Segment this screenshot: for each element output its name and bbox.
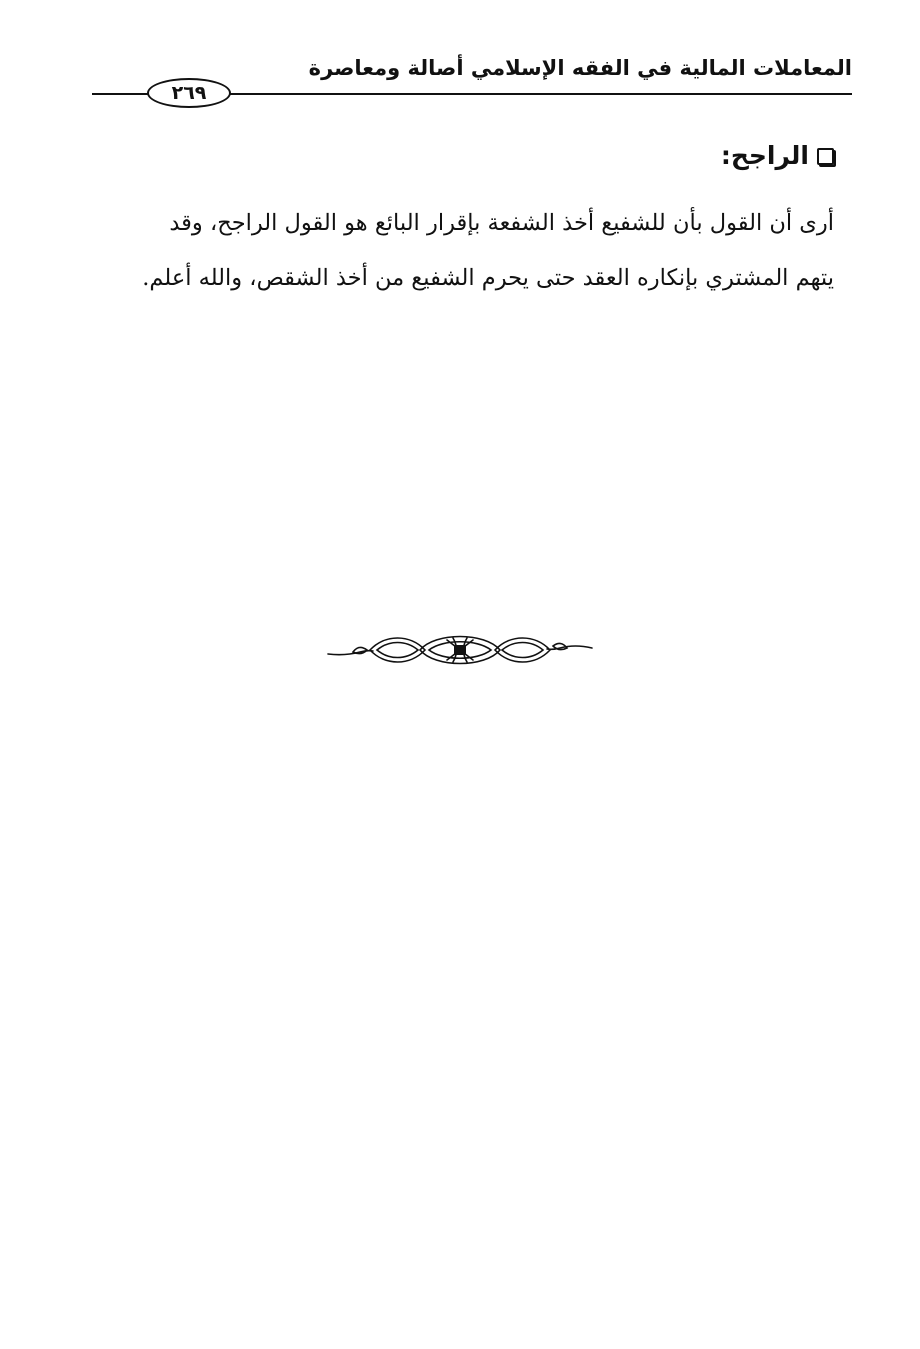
- section-heading: [721, 138, 834, 174]
- page-number: ٢٦٩: [171, 82, 207, 104]
- page-number-oval: [147, 78, 231, 108]
- running-title: المعاملات المالية في الفقه الإسلامي أصالة ومعاصرة: [308, 56, 852, 80]
- section-heading-text: الراجح:: [720, 141, 809, 170]
- body-line: أرى أن القول بأن للشفيع أخذ الشفعة بإقرار البائع هو القول الراجح، وقد: [169, 210, 834, 236]
- checkbox-square-icon: [817, 148, 834, 165]
- body-paragraph: [92, 196, 834, 306]
- knot-divider-ornament-icon: [325, 630, 595, 670]
- body-line: يتهم المشتري بإنكاره العقد حتى يحرم الشفيع من أخذ الشقص، والله أعلم.: [142, 265, 834, 291]
